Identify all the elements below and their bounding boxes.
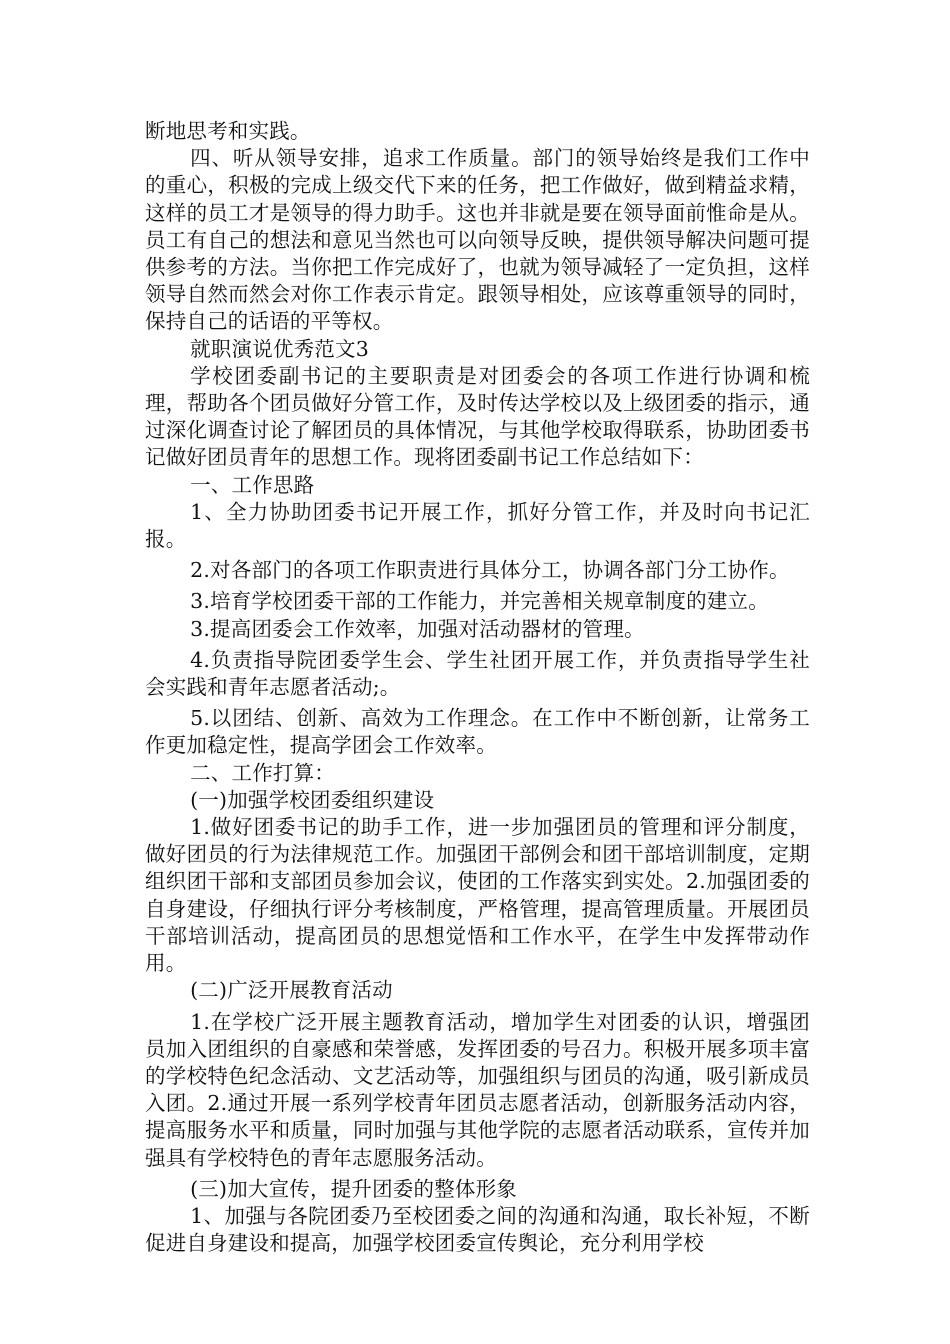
paragraph-obey-leadership: 四、听从领导安排，追求工作质量。部门的领导始终是我们工作中的重心，积极的完成上级交代下来的任务，把工作做好，做到精益求精，这样的员工才是领导的得力助手。这也并非就是要在领导面前惟命是从。员工有自己的想法和意见当然也可以向领导反映，提供领导解决问题可提供参考的方法。当你把工作完成好了，也就为领导减轻了一定负担，这样领导自然而然会对你工作表示肯定。跟领导相处，应该尊重领导的同时，保持自己的话语的平等权。 — [145, 146, 810, 334]
paragraph-intro: 学校团委副书记的主要职责是对团委会的各项工作进行协调和梳理，帮助各个团员做好分管工作，及时传达学校以及上级团委的指示，通过深化调查讨论了解团员的具体情况，与其他学校取得联系，协助团委书记做好团员青年的思想工作。现将团委副书记工作总结如下： — [145, 363, 810, 470]
list-item: 3.培育学校团委干部的工作能力，并完善相关规章制度的建立。 — [190, 589, 769, 614]
heading-work-plan: 二、工作打算： — [190, 760, 335, 785]
list-item: 4.负责指导院团委学生会、学生社团开展工作，并负责指导学生社会实践和青年志愿者活动;。 — [145, 647, 810, 700]
list-item: 1、全力协助团委书记开展工作，抓好分管工作，并及时向书记汇报。 — [145, 499, 810, 552]
paragraph-publicity: 1、加强与各院团委乃至校团委之间的沟通和沟通，取长补短，不断促进自身建设和提高，加强学校团委宣传舆论，充分利用学校 — [145, 1203, 810, 1256]
paragraph-continuation: 断地思考和实践。 — [145, 119, 311, 143]
list-item: 5.以团结、创新、高效为工作理念。在工作中不断创新，让常务工作更加稳定性，提高学团会工作效率。 — [145, 706, 810, 758]
paragraph-organization: 1.做好团委书记的助手工作，进一步加强团员的管理和评分制度，做好团员的行为法律规范工作。加强团干部例会和团干部培训制度，定期组织团干部和支部团员参加会议，使团的工作落实到实处。2.加强团委的自身建设，仔细执行评分考核制度，严格管理，提高管理质量。开展团员干部培训活动，提高团员的思想觉悟和工作水平，在学生中发挥带动作用。 — [145, 815, 810, 976]
subheading-organization: (一)加强学校团委组织建设 — [190, 787, 435, 812]
heading-work-ideas: 一、工作思路 — [190, 472, 315, 497]
section-title-sample-3: 就职演说优秀范文3 — [190, 336, 369, 361]
subheading-education: (二)广泛开展教育活动 — [190, 978, 393, 1003]
list-item: 3.提高团委会工作效率，加强对活动器材的管理。 — [190, 616, 645, 641]
document-page — [145, 118, 810, 1257]
paragraph-education: 1.在学校广泛开展主题教育活动，增加学生对团委的认识，增强团员加入团组织的自豪感和荣誉感，发挥团委的号召力。积极开展多项丰富的学校特色纪念活动、文艺活动等，加强组织与团员的沟通，吸引新成员入团。2.通过开展一系列学校青年团员志愿者活动，创新服务活动内容，提高服务水平和质量，同时加强与其他学院的志愿者活动联系，宣传并加强具有学校特色的青年志愿服务活动。 — [145, 1009, 810, 1170]
list-item: 2.对各部门的各项工作职责进行具体分工，协调各部门分工协作。 — [190, 558, 790, 583]
subheading-publicity: (三)加大宣传，提升团委的整体形象 — [190, 1176, 517, 1201]
